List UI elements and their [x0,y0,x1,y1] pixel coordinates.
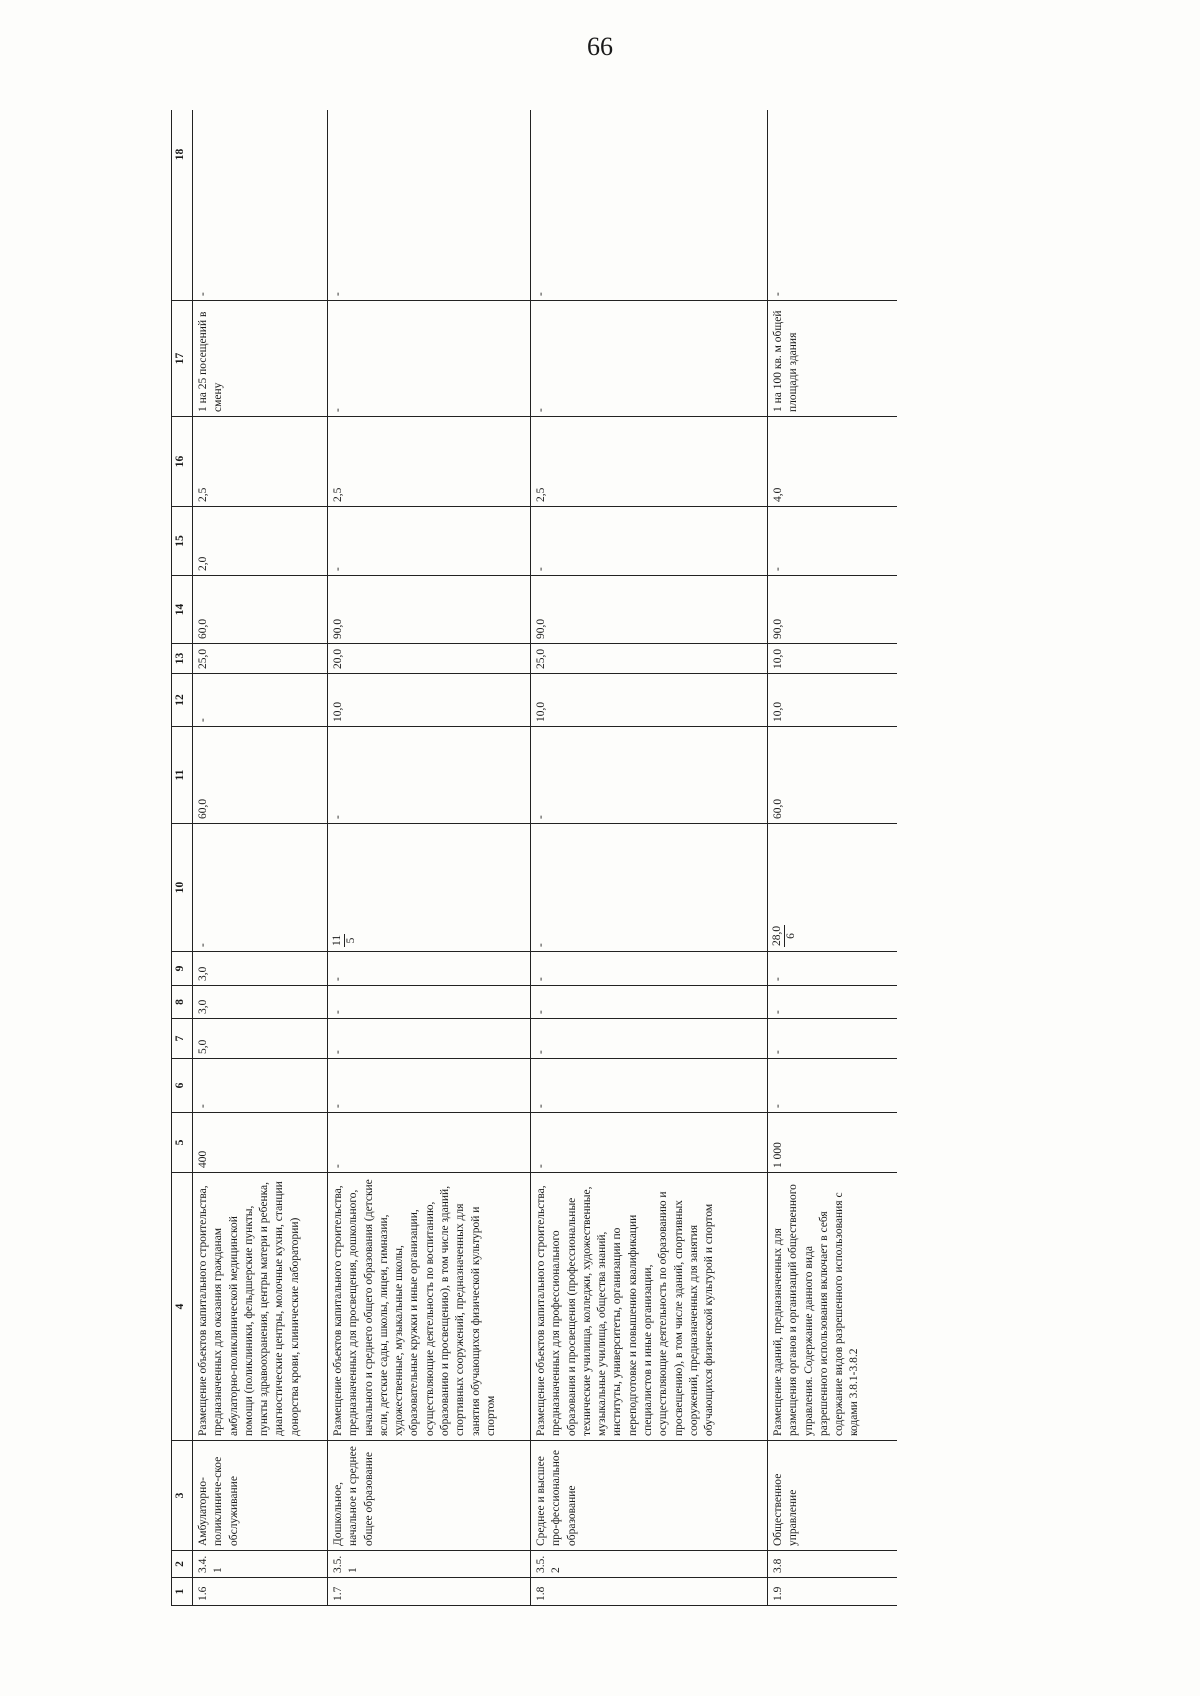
header-cell: 8 [172,986,193,1019]
cell-col-11: - [531,727,768,824]
cell-col-10-text: - [197,943,209,947]
row-number: 1.9 [768,1578,898,1606]
header-cell: 11 [172,727,193,824]
header-cell: 16 [172,417,193,507]
cell-col-12: 10,0 [328,674,531,727]
cell-col-15: - [531,507,768,576]
fraction [771,925,797,947]
fraction-numerator: 28,0 [771,925,783,946]
fraction-numerator: 11 [331,934,343,946]
header-cell: 18 [172,110,193,301]
cell-col-13: 25,0 [193,644,328,674]
cell-col-17: - [328,301,531,417]
cell-col-10 [328,824,531,952]
cell-col-14: 90,0 [768,576,898,644]
cell-col-9: - [768,952,898,986]
header-cell: 14 [172,576,193,644]
cell-col-15: - [768,507,898,576]
cell-col-9: - [531,952,768,986]
cell-col-6: - [328,1059,531,1113]
cell-col-18: - [193,110,328,301]
header-cell: 13 [172,644,193,674]
header-row [172,110,193,1606]
cell-col-12: - [193,674,328,727]
cell-col-18: - [328,110,531,301]
cell-col-12: 10,0 [768,674,898,727]
cell-col-17: 1 на 25 посещений в смену [193,301,328,417]
row-number: 1.8 [531,1578,768,1606]
table-row [531,110,768,1606]
cell-col-7: - [768,1019,898,1059]
cell-col-5: 400 [193,1113,328,1173]
fraction-denominator: 5 [344,937,357,944]
cell-col-16: 2,5 [531,417,768,507]
use-description: Размещение зданий, предназначенных для размещения органов и организаций общественного управления. Содержание данного вида разрешенного использования включает в себя содержание видов разрешенного использования с кодами 3.8.1-3.8.2 [768,1173,898,1441]
cell-col-8: - [768,986,898,1019]
cell-col-7: - [328,1019,531,1059]
cell-col-10-text: - [535,943,547,947]
cell-col-6: - [768,1059,898,1113]
page-number: 66 [587,32,613,61]
cell-col-10 [768,824,898,952]
cell-col-6: - [193,1059,328,1113]
cell-col-6: - [531,1059,768,1113]
cell-col-16: 2,5 [193,417,328,507]
header-cell: 4 [172,1173,193,1441]
header-cell: 12 [172,674,193,727]
rotated-table-inner [171,110,897,1606]
use-name: Дошкольное, начальное и среднее общее образование [328,1441,531,1551]
cell-col-5: - [328,1113,531,1173]
header-cell: 17 [172,301,193,417]
cell-col-10 [193,824,328,952]
cell-col-13: 20,0 [328,644,531,674]
cell-col-13: 25,0 [531,644,768,674]
cell-col-9: - [328,952,531,986]
cell-col-5: - [531,1113,768,1173]
use-name: Амбулаторно-поликлиниче-ское обслуживание [193,1441,328,1551]
header-cell: 9 [172,952,193,986]
cell-col-14: 60,0 [193,576,328,644]
header-cell: 15 [172,507,193,576]
cell-col-8: - [531,986,768,1019]
cell-col-15: - [328,507,531,576]
use-code: 3.5.2 [531,1551,768,1578]
table-row [193,110,328,1606]
header-cell: 3 [172,1441,193,1551]
use-description: Размещение объектов капитального строительства, предназначенных для оказания гражданам амбулаторно-поликлинической медицинской помощи (поликлиники, фельдшерские пункты, пункты здравоохранения, центры матери и ребенка, диагностические центры, молочные кухни, станции донорства крови, клинические лаборатории) [193,1173,328,1441]
header-cell: 2 [172,1551,193,1578]
use-code: 3.8 [768,1551,898,1578]
cell-col-11: 60,0 [193,727,328,824]
header-cell: 5 [172,1113,193,1173]
table-row [768,110,898,1606]
table-row [328,110,531,1606]
cell-col-11: 60,0 [768,727,898,824]
use-description: Размещение объектов капитального строительства, предназначенных для профессионального образования и просвещения (профессиональные технические училища, колледжи, художественные, музыкальные училища, общества знаний, институты, университеты, организации по переподготовке и повышению квалификации специалистов и иные организации, осуществляющие деятельность по образованию и просвещению), в том числе зданий, спортивных сооружений, предназначенных для занятия обучающихся физической культурой и спортом [531,1173,768,1441]
use-code: 3.4.1 [193,1551,328,1578]
cell-col-15: 2,0 [193,507,328,576]
cell-col-16: 4,0 [768,417,898,507]
cell-col-16: 2,5 [328,417,531,507]
cell-col-13: 10,0 [768,644,898,674]
cell-col-14: 90,0 [328,576,531,644]
cell-col-7: 5,0 [193,1019,328,1059]
cell-col-10 [531,824,768,952]
cell-col-7: - [531,1019,768,1059]
cell-col-18: - [531,110,768,301]
use-name: Общественное управление [768,1441,898,1551]
header-cell: 6 [172,1059,193,1113]
cell-col-17: - [531,301,768,417]
cell-col-17: 1 на 100 кв. м общей площади здания [768,301,898,417]
rotated-table-frame [171,110,897,1606]
header-cell: 1 [172,1578,193,1606]
fraction [331,934,357,947]
cell-col-12: 10,0 [531,674,768,727]
row-number: 1.7 [328,1578,531,1606]
use-description: Размещение объектов капитального строительства, предназначенных для просвещения, дошкольного, начального и среднего общего образования (детские ясли, детские сады, школы, лицеи, гимназии, художественные, музыкальные школы, образовательные кружки и иные организации, осуществляющие деятельность по воспитанию, образованию и просвещению), в том числе зданий, спортивных сооружений, предназначенных для занятия обучающихся физической культурой и спортом [328,1173,531,1441]
row-number: 1.6 [193,1578,328,1606]
cell-col-14: 90,0 [531,576,768,644]
cell-col-9: 3,0 [193,952,328,986]
cell-col-8: 3,0 [193,986,328,1019]
cell-col-18: - [768,110,898,301]
land-use-table [171,110,897,1606]
fraction-denominator: 6 [784,933,797,939]
cell-col-8: - [328,986,531,1019]
use-name: Среднее и высшее про-фессиональное образование [531,1441,768,1551]
cell-col-11: - [328,727,531,824]
header-cell: 7 [172,1019,193,1059]
use-code: 3.5.1 [328,1551,531,1578]
header-cell: 10 [172,824,193,952]
cell-col-5: 1 000 [768,1113,898,1173]
